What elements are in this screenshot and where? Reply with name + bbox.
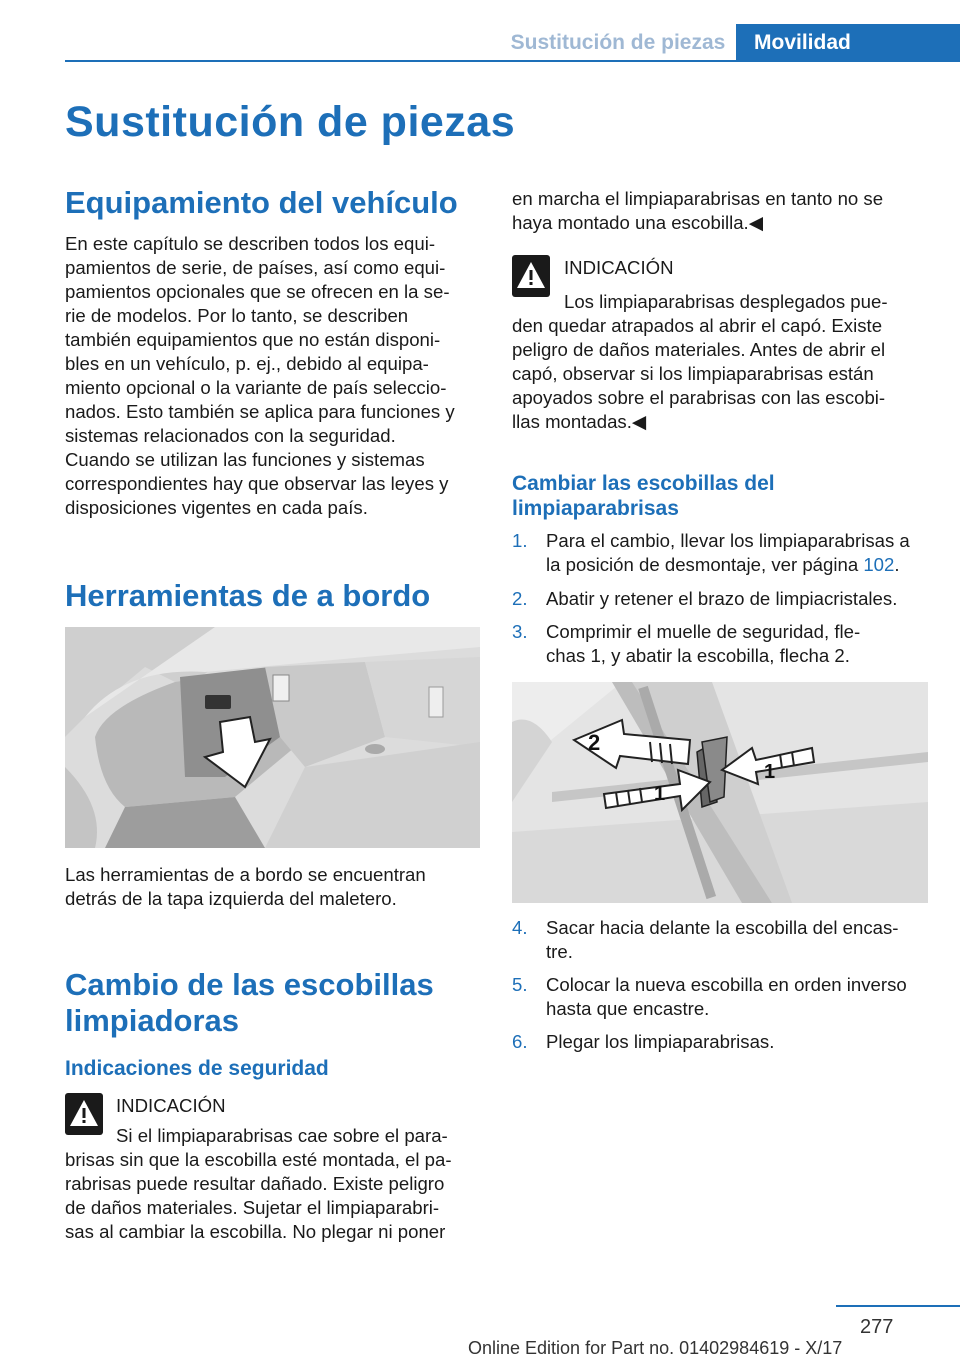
text-line: hasta que encastre. bbox=[546, 998, 710, 1019]
warning-label: INDICACIÓN bbox=[564, 257, 674, 278]
list-item bbox=[512, 529, 932, 579]
list-item bbox=[512, 916, 932, 966]
footer-edition: Online Edition for Part no. 01402984619 - X/17 bbox=[468, 1338, 843, 1358]
list-item bbox=[512, 587, 932, 613]
wiper-blade-drawing bbox=[512, 682, 928, 903]
text-line: de daños materiales. Sujetar el limpiaparabri‐ bbox=[65, 1197, 440, 1218]
paragraph-continuation bbox=[512, 187, 932, 235]
text-line: sistemas relacionados con la seguridad. bbox=[65, 425, 396, 446]
step-number: 4. bbox=[512, 917, 528, 938]
text-line: Plegar los limpiaparabrisas. bbox=[546, 1031, 775, 1052]
text-line: Si el limpiaparabrisas cae sobre el para‐ bbox=[116, 1125, 448, 1146]
list-item bbox=[512, 973, 932, 1023]
heading-cambiar-escobillas bbox=[512, 471, 775, 521]
header-rule bbox=[65, 60, 960, 62]
text-line: bles en un vehículo, p. ej., debido al equipa‐ bbox=[65, 353, 429, 374]
paragraph-herramientas bbox=[65, 863, 485, 911]
text-line: Los limpiaparabrisas desplegados pue‐ bbox=[564, 291, 888, 312]
page-title: Sustitución de piezas bbox=[65, 98, 516, 146]
text-line: pamientos opcionales que se ofrecen en la se‐ bbox=[65, 281, 450, 302]
text-line: haya montado una escobilla.◀ bbox=[512, 212, 764, 233]
text-line: apoyados sobre el parabrisas con las escobi‐ bbox=[512, 387, 886, 408]
text-line: capó, observar si los limpiaparabrisas están bbox=[512, 363, 874, 384]
text-line: nados. Esto también se aplica para funciones y bbox=[65, 401, 455, 422]
text-line: disposiciones vigentes en cada país. bbox=[65, 497, 368, 518]
text-line: Cuando se utilizan las funciones y sistemas bbox=[65, 449, 425, 470]
text-line: En este capítulo se describen todos los equi‐ bbox=[65, 233, 436, 254]
text-line: rie de modelos. Por lo tanto, se describen bbox=[65, 305, 409, 326]
heading-line: Cambio de las escobillas bbox=[65, 967, 434, 1002]
list-item bbox=[512, 620, 932, 670]
text-line: en marcha el limpiaparabrisas en tanto no se bbox=[512, 188, 884, 209]
text-line: llas montadas.◀ bbox=[512, 411, 647, 432]
text-line: Comprimir el muelle de seguridad, fle‐ bbox=[546, 621, 861, 642]
text-line: pamientos de serie, de países, así como equi‐ bbox=[65, 257, 446, 278]
arrow-label-1: 1 bbox=[764, 761, 776, 783]
heading-herramientas: Herramientas de a bordo bbox=[65, 578, 431, 613]
step-text bbox=[546, 620, 931, 668]
text-line: chas 1, y abatir la escobilla, flecha 2. bbox=[546, 645, 850, 666]
list-item bbox=[512, 1030, 932, 1056]
text-line: Colocar la nueva escobilla en orden inverso bbox=[546, 974, 907, 995]
step-text bbox=[546, 587, 931, 611]
header-chapter-tab: Movilidad bbox=[736, 24, 960, 62]
text-line: Para el cambio, llevar los limpiaparabrisas a bbox=[546, 530, 910, 551]
heading-indicaciones-seguridad: Indicaciones de seguridad bbox=[65, 1057, 329, 1080]
text-line: peligro de daños materiales. Antes de abrir el bbox=[512, 339, 886, 360]
step-number: 2. bbox=[512, 588, 528, 609]
text-line: miento opcional o la variante de país seleccio‐ bbox=[65, 377, 447, 398]
page-number: 277 bbox=[860, 1316, 894, 1338]
step-number: 6. bbox=[512, 1031, 528, 1052]
step-text bbox=[546, 529, 931, 577]
trunk-tools-drawing bbox=[65, 627, 480, 848]
wiper-blade-illustration bbox=[512, 682, 928, 903]
text-line: brisas sin que la escobilla esté montada, el pa‐ bbox=[65, 1149, 452, 1170]
text-line: también equipamientos que no están disponi‐ bbox=[65, 329, 441, 350]
text-line: correspondientes hay que observar las leyes y bbox=[65, 473, 449, 494]
step-number: 5. bbox=[512, 974, 528, 995]
heading-line: limpiaparabrisas bbox=[512, 497, 679, 520]
text-line bbox=[546, 553, 931, 577]
heading-equipamiento: Equipamiento del vehículo bbox=[65, 185, 458, 220]
footer-rule bbox=[836, 1305, 960, 1307]
text-line: Las herramientas de a bordo se encuentran bbox=[65, 864, 426, 885]
text-line: detrás de la tapa izquierda del maletero. bbox=[65, 888, 397, 909]
warning-text bbox=[512, 290, 932, 434]
text-line: Sacar hacia delante la escobilla del encas‐ bbox=[546, 917, 899, 938]
paragraph-equipamiento bbox=[65, 232, 485, 520]
arrow-label-1: 1 bbox=[654, 783, 666, 805]
warning-label: INDICACIÓN bbox=[116, 1095, 226, 1116]
text-line: den quedar atrapados al abrir el capó. Existe bbox=[512, 315, 883, 336]
step-number: 3. bbox=[512, 621, 528, 642]
step-text bbox=[546, 916, 931, 964]
text-segment: . bbox=[894, 554, 900, 575]
warning-text bbox=[65, 1124, 485, 1244]
heading-cambio-escobillas bbox=[65, 967, 434, 1039]
text-line: sas al cambiar la escobilla. No plegar ni poner bbox=[65, 1221, 446, 1242]
heading-line: Cambiar las escobillas del bbox=[512, 472, 775, 495]
header-section-tab: Sustitución de piezas bbox=[500, 24, 736, 60]
heading-line: limpiadoras bbox=[65, 1003, 239, 1038]
arrow-label-2: 2 bbox=[588, 730, 601, 755]
text-segment: la posición de desmontaje, ver página bbox=[546, 554, 864, 575]
step-number: 1. bbox=[512, 530, 528, 551]
text-line: tre. bbox=[546, 941, 573, 962]
text-line: rabrisas puede resultar dañado. Existe peligro bbox=[65, 1173, 445, 1194]
step-text bbox=[546, 1030, 931, 1054]
trunk-tools-illustration bbox=[65, 627, 480, 848]
page-link[interactable]: 102 bbox=[863, 554, 895, 575]
text-line: Abatir y retener el brazo de limpiacristales. bbox=[546, 588, 898, 609]
step-text bbox=[546, 973, 931, 1021]
